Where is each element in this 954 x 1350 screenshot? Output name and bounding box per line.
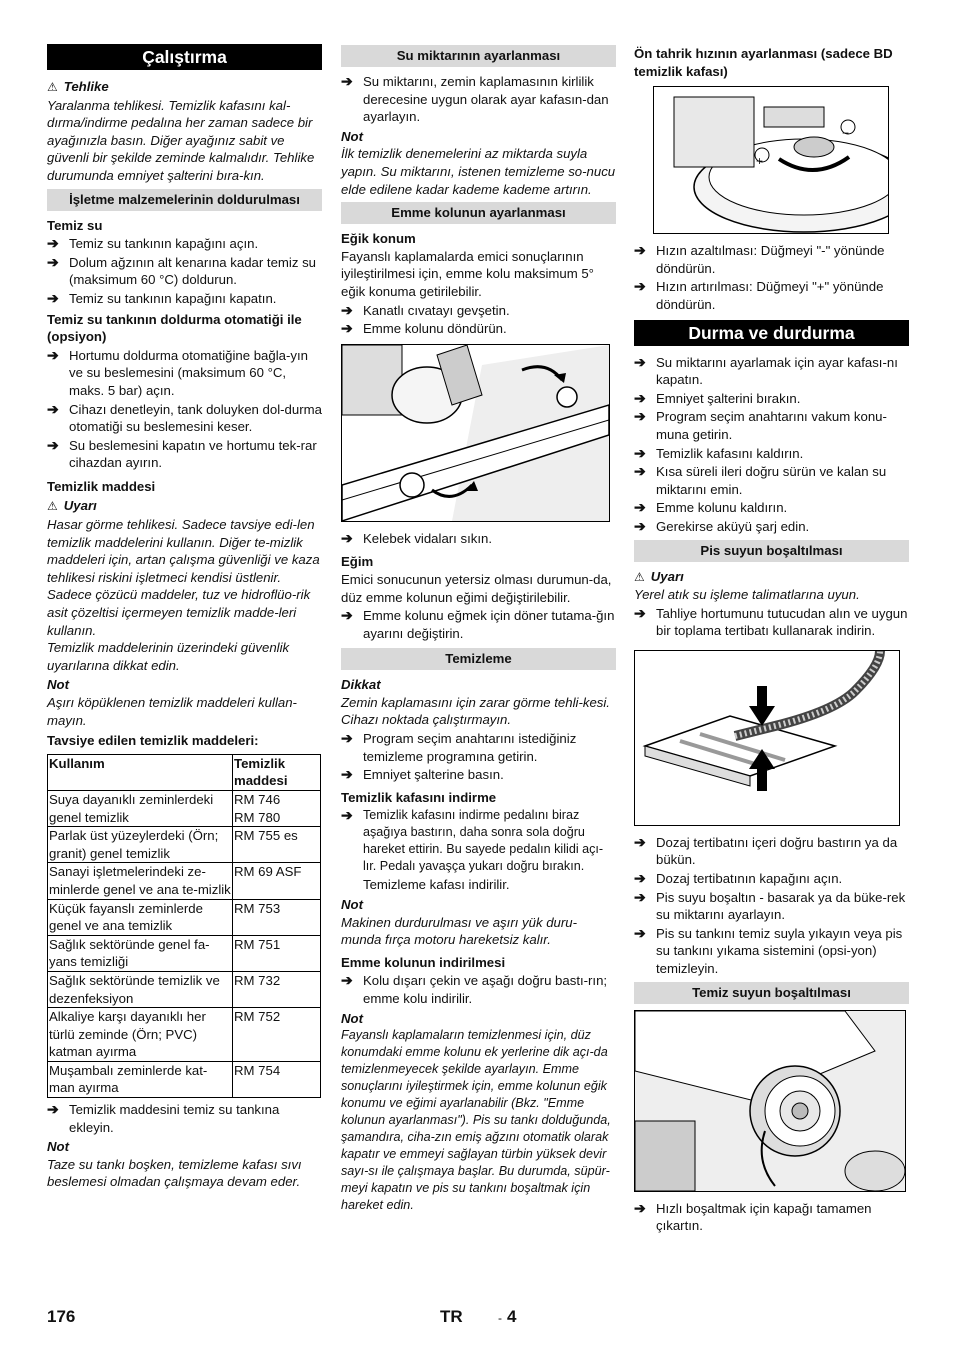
brush-head-illustration — [653, 86, 889, 234]
arrow-icon: ➔ — [47, 400, 59, 417]
language-code: TR — [440, 1307, 463, 1326]
heading-incline: Eğim — [341, 554, 374, 570]
arrow-icon: ➔ — [634, 924, 646, 941]
table-header-cell: Kullanım — [48, 754, 233, 790]
minus-label: − — [842, 126, 850, 140]
arrow-icon: ➔ — [634, 408, 646, 425]
list-item: ➔ Hızın artırılması: Düğmeyi "+" yönünde döndürün. — [634, 278, 884, 312]
lower-result: Temizleme kafası indirilir. — [363, 877, 510, 893]
arrow-icon: ➔ — [634, 888, 646, 905]
oblique-text: Fayanslı kaplamalarda emici sonuçlarının iyileştirilmesi için, emme kolu maksimum 5° eğik konuma getirilebilir. — [341, 248, 594, 299]
note-label: Not — [47, 1139, 69, 1155]
warning-label: ⚠ Uyarı — [47, 498, 97, 514]
arrow-icon: ➔ — [47, 235, 59, 252]
incline-text: Emici sonucunun yetersiz olması durumun-da, düz emme kolunun eğimi değiştirilebilir. — [341, 571, 612, 605]
arrow-icon: ➔ — [341, 730, 353, 747]
table-header-row — [48, 754, 321, 790]
list-item: ➔ Temizlik kafasını kaldırın. — [634, 444, 804, 461]
list-item: ➔ Hortumu doldurma otomatiğine bağla-yın ve su beslemesini (maksimum 60 °C, maks. 5 bar) açın. — [47, 346, 308, 398]
column-2 — [341, 44, 616, 1214]
list-item: ➔ Dozaj tertibatını içeri doğru bastırın ya da bükün. — [634, 833, 898, 868]
heading-speed: Ön tahrik hızının ayarlanması (sadece BD temizlik kafası) — [634, 46, 893, 79]
heading-recommended: Tavsiye edilen temizlik maddeleri: — [47, 733, 259, 749]
arrow-icon: ➔ — [47, 289, 59, 306]
list-item: ➔ Kolu dışarı çekin ve aşağı doğru bastı-rın; emme kolu indirilir. — [341, 972, 608, 1006]
warning-text: Temizlik maddelerinin üzerindeki güvenlik uyarılarına dikkat edin. — [47, 640, 290, 673]
list-item: ➔ Temizlik maddesini temiz su tankına ekleyin. — [47, 1101, 280, 1135]
arrow-icon: ➔ — [341, 807, 353, 824]
column-1 — [47, 44, 322, 1191]
warning-text: Yerel atık su işleme talimatlarına uyun. — [634, 587, 860, 603]
warning-triangle-icon: ⚠ — [634, 569, 645, 584]
table-row: Suya dayanıklı zeminlerdeki genel temizlik RM 746 RM 780 — [48, 790, 321, 826]
list-item: ➔ Emniyet şalterine basın. — [341, 766, 504, 783]
note-text: Aşırı köpüklenen temizlik maddeleri kullan-mayın. — [47, 695, 297, 728]
table-row: Küçük fayanslı zeminlerde genel ve ana temizlik RM 753 — [48, 899, 321, 935]
list-item: ➔ Emniyet şalterini bırakın. — [634, 389, 801, 406]
list-item: ➔ Su miktarını ayarlamak için ayar kafası-nı kapatın. — [634, 353, 898, 388]
list-item: ➔ Kanatlı cıvatayı gevşetin. — [341, 301, 510, 318]
arrow-icon: ➔ — [341, 529, 353, 546]
arrow-icon: ➔ — [634, 870, 646, 887]
warning-text: Hasar görme tehlikesi. Sadece tavsiye edi-len temizlik maddelerini kullanın. Diğer te-mizlik maddeleri için, artan çalışma güvenliği ve kaza tehlikesi riskini işletmeci kendisi üstlenir. — [47, 517, 320, 585]
heading-fill-consumables: İşletme malzemelerinin doldurulması — [47, 189, 322, 211]
table-row: Sağlık sektöründe genel fa-yans temizliği RM 751 — [48, 935, 321, 971]
heading-cleaning: Temizleme — [341, 648, 616, 670]
table-row: Sağlık sektöründe temizlik ve dezenfeksiyon RM 732 — [48, 971, 321, 1007]
list-item: ➔ Emme kolunu döndürün. — [341, 320, 507, 337]
warning-triangle-icon: ⚠ — [47, 499, 58, 514]
list-item: ➔ Cihazı denetleyin, tank doluyken dol-durma otomatiği su beslemesini keser. — [47, 400, 322, 435]
note-label: Not — [341, 128, 363, 144]
heading-lower-suction: Emme kolunun indirilmesi — [341, 954, 506, 970]
heading-lower-head: Temizlik kafasını indirme — [341, 789, 497, 805]
list-item: ➔ Hızlı boşaltmak için kapağı tamamen çıkartın. — [634, 1199, 872, 1234]
arrow-icon: ➔ — [634, 242, 646, 259]
list-item: ➔ Hızın azaltılması: Düğmeyi "-" yönünde döndürün. — [634, 242, 885, 276]
page-number: 176 — [47, 1307, 76, 1326]
list-item: ➔ Dozaj tertibatının kapağını açın. — [634, 870, 843, 887]
section-title-stop: Durma ve durdurma — [634, 320, 909, 346]
arrow-icon: ➔ — [341, 301, 353, 318]
note-text: Makinen durdurulması ve aşırı yük duru-munda fırça motoru hareketsiz kalır. — [341, 914, 578, 948]
heading-auto-fill: Temiz su tankının doldurma otomatiği ile (opsiyon) — [47, 311, 302, 345]
arrow-icon: ➔ — [634, 353, 646, 370]
list-item: ➔ Su miktarını, zemin kaplamasının kirlilik derecesine uygun olarak ayar kafasın-dan ayarlayın. — [341, 73, 609, 125]
warning-label: ⚠ Uyarı — [634, 568, 684, 584]
detergent-table — [47, 754, 321, 1098]
column-3 — [634, 44, 909, 1236]
heading-suction-adjust: Emme kolunun ayarlanması — [341, 202, 616, 224]
note-label: Not — [341, 897, 363, 913]
drain-hose-illustration — [634, 650, 900, 826]
list-item: ➔ Su beslemesini kapatın ve hortumu tek-rar cihazdan ayırın. — [47, 436, 317, 471]
list-item: ➔ Pis suyu boşaltın - basarak ya da büke-rek su miktarını ayarlayın. — [634, 888, 906, 923]
heading-detergent: Temizlik maddesi — [47, 478, 156, 494]
arrow-icon: ➔ — [634, 833, 646, 850]
heading-clean-water: Temiz su — [47, 217, 103, 233]
heading-water-amount: Su miktarının ayarlanması — [341, 45, 616, 67]
table-row: Sanayi işletmelerindeki ze-minlerde genel ve ana te-mizlik RM 69 ASF — [48, 863, 321, 899]
plus-label: + — [756, 154, 764, 168]
list-item: ➔ Temizlik kafasını indirme pedalını biraz aşağıya bastırın, daha sonra sola doğru hareket ettirin. Bu sayede pedalın kilidi açı-lır. Pedalı yavaşça yukarı doğru bırakın. — [341, 807, 604, 874]
list-item: ➔ Temiz su tankının kapağını açın. — [47, 235, 259, 252]
arrow-icon: ➔ — [634, 463, 646, 480]
note-text: Taze su tankı boşken, temizleme kafası sıvı beslemesi olmadan çalışmaya devam eder. — [47, 1156, 302, 1190]
note-text: Fayanslı kaplamaların temizlenmesi için, düz konumdaki emme kolunu ek yerlerine dik açı-da temizlenmeyecek şekilde ayarlayın. Emme sonuçlarını iyileştirmek için, emme kolunun eğik konumu ve eğimi ayarlanabilir (Bkz. "Emme kolunun ayarlanması"). Pis su tankı dolduğunda, şamandıra, ciha-zın emiş ağzını otomatik olarak kapatır ve emmeyi sağlayan türbin yüksek devir sayı-sı ile çalışmaya başlar. Bu durumda, süpür-meyi kapatın ve pis su tankını boşaltmak için hareket edin. — [341, 1028, 611, 1213]
warning-text: Sadece çözücü maddeler, tuz ve hidroflüo-rik asit çözeltisi içermeyen temizlik madde-leri kullanın. — [47, 587, 311, 638]
list-item: ➔ Kısa süreli ileri doğru sürün ve kalan su miktarını emin. — [634, 463, 887, 497]
arrow-icon: ➔ — [47, 253, 59, 270]
caution-text: Zemin kaplamasını için zarar görme tehli-kesi. Cihazı noktada çalıştırmayın. — [341, 694, 610, 728]
list-item: ➔ Program seçim anahtarını istediğiniz temizleme programına getirin. — [341, 730, 577, 764]
warning-triangle-icon: ⚠ — [47, 80, 58, 94]
table-row: Parlak üst yüzeylerdeki (Örn; granit) genel temizlik RM 755 es — [48, 827, 321, 863]
heading-dirty-water: Pis suyun boşaltılması — [634, 540, 909, 562]
danger-label: ⚠ Tehlike — [47, 79, 109, 94]
table-row: Alkaliye karşı dayanıklı her türlü zeminde (Örn; PVC) katman ayırma RM 752 — [48, 1008, 321, 1062]
arrow-icon: ➔ — [634, 1199, 646, 1216]
arrow-icon: ➔ — [341, 972, 353, 989]
footer-dash: - — [498, 1311, 502, 1325]
list-item: ➔ Emme kolunu kaldırın. — [634, 499, 788, 516]
fresh-water-drain-illustration — [634, 1010, 906, 1192]
arrow-icon: ➔ — [634, 278, 646, 295]
arrow-icon: ➔ — [634, 444, 646, 461]
arrow-icon: ➔ — [341, 320, 353, 337]
note-label: Not — [341, 1010, 363, 1026]
arrow-icon: ➔ — [341, 73, 353, 89]
danger-text: Yaralanma tehlikesi. Temizlik kafasını kal-dırma/indirme pedalına her zaman sadece bir ayağınızla basın. Diğer ayağınız sabit ve güvenli bir şekilde zeminde kalmalıdır. Tehlike durumunda emniyet şalterini bıra-kın. — [47, 97, 315, 183]
table-header-cell: Temizlik maddesi — [233, 754, 321, 790]
list-item: ➔ Emme kolunu eğmek için döner tutama-ğın ayarını değiştirin. — [341, 607, 615, 641]
suction-bar-illustration — [341, 344, 610, 522]
list-item: ➔ Program seçim anahtarını vakum konu-muna getirin. — [634, 408, 887, 442]
note-label: Not — [47, 677, 69, 693]
section-title-operation: Çalıştırma — [47, 44, 322, 70]
list-item: ➔ Tahliye hortumunu tutucudan alın ve uygun bir toplama tertibatı kullanarak indirin. — [634, 604, 908, 639]
list-item: ➔ Gerekirse aküyü şarj edin. — [634, 517, 810, 534]
arrow-icon: ➔ — [634, 517, 646, 534]
arrow-icon: ➔ — [47, 436, 59, 453]
arrow-icon: ➔ — [341, 607, 353, 624]
heading-fresh-water: Temiz suyun boşaltılması — [634, 982, 909, 1004]
caution-label: Dikkat — [341, 677, 381, 693]
heading-oblique: Eğik konum — [341, 231, 416, 247]
arrow-icon: ➔ — [47, 1101, 59, 1118]
arrow-icon: ➔ — [634, 604, 646, 621]
note-text: İlk temizlik denemelerini az miktarda suyla yapın. Su miktarını, istenen temizleme so-nucu elde edilene kadar kademe kademe artırın. — [341, 146, 616, 197]
table-row: Muşambalı zeminlerde kat-man ayırma RM 754 — [48, 1061, 321, 1097]
list-item: ➔ Kelebek vidaları sıkın. — [341, 529, 493, 546]
arrow-icon: ➔ — [341, 766, 353, 783]
list-item: ➔ Dolum ağzının alt kenarına kadar temiz su (maksimum 60 °C) doldurun. — [47, 253, 317, 288]
section-page-number: 4 — [507, 1307, 517, 1326]
arrow-icon: ➔ — [634, 389, 646, 406]
list-item: ➔ Pis su tankını temiz suyla yıkayın veya pis su tankını yıkama sistemini (opsi-yon) temizleyin. — [634, 924, 903, 977]
arrow-icon: ➔ — [634, 499, 646, 516]
arrow-icon: ➔ — [47, 346, 59, 363]
list-item: ➔ Temiz su tankının kapağını kapatın. — [47, 289, 277, 306]
